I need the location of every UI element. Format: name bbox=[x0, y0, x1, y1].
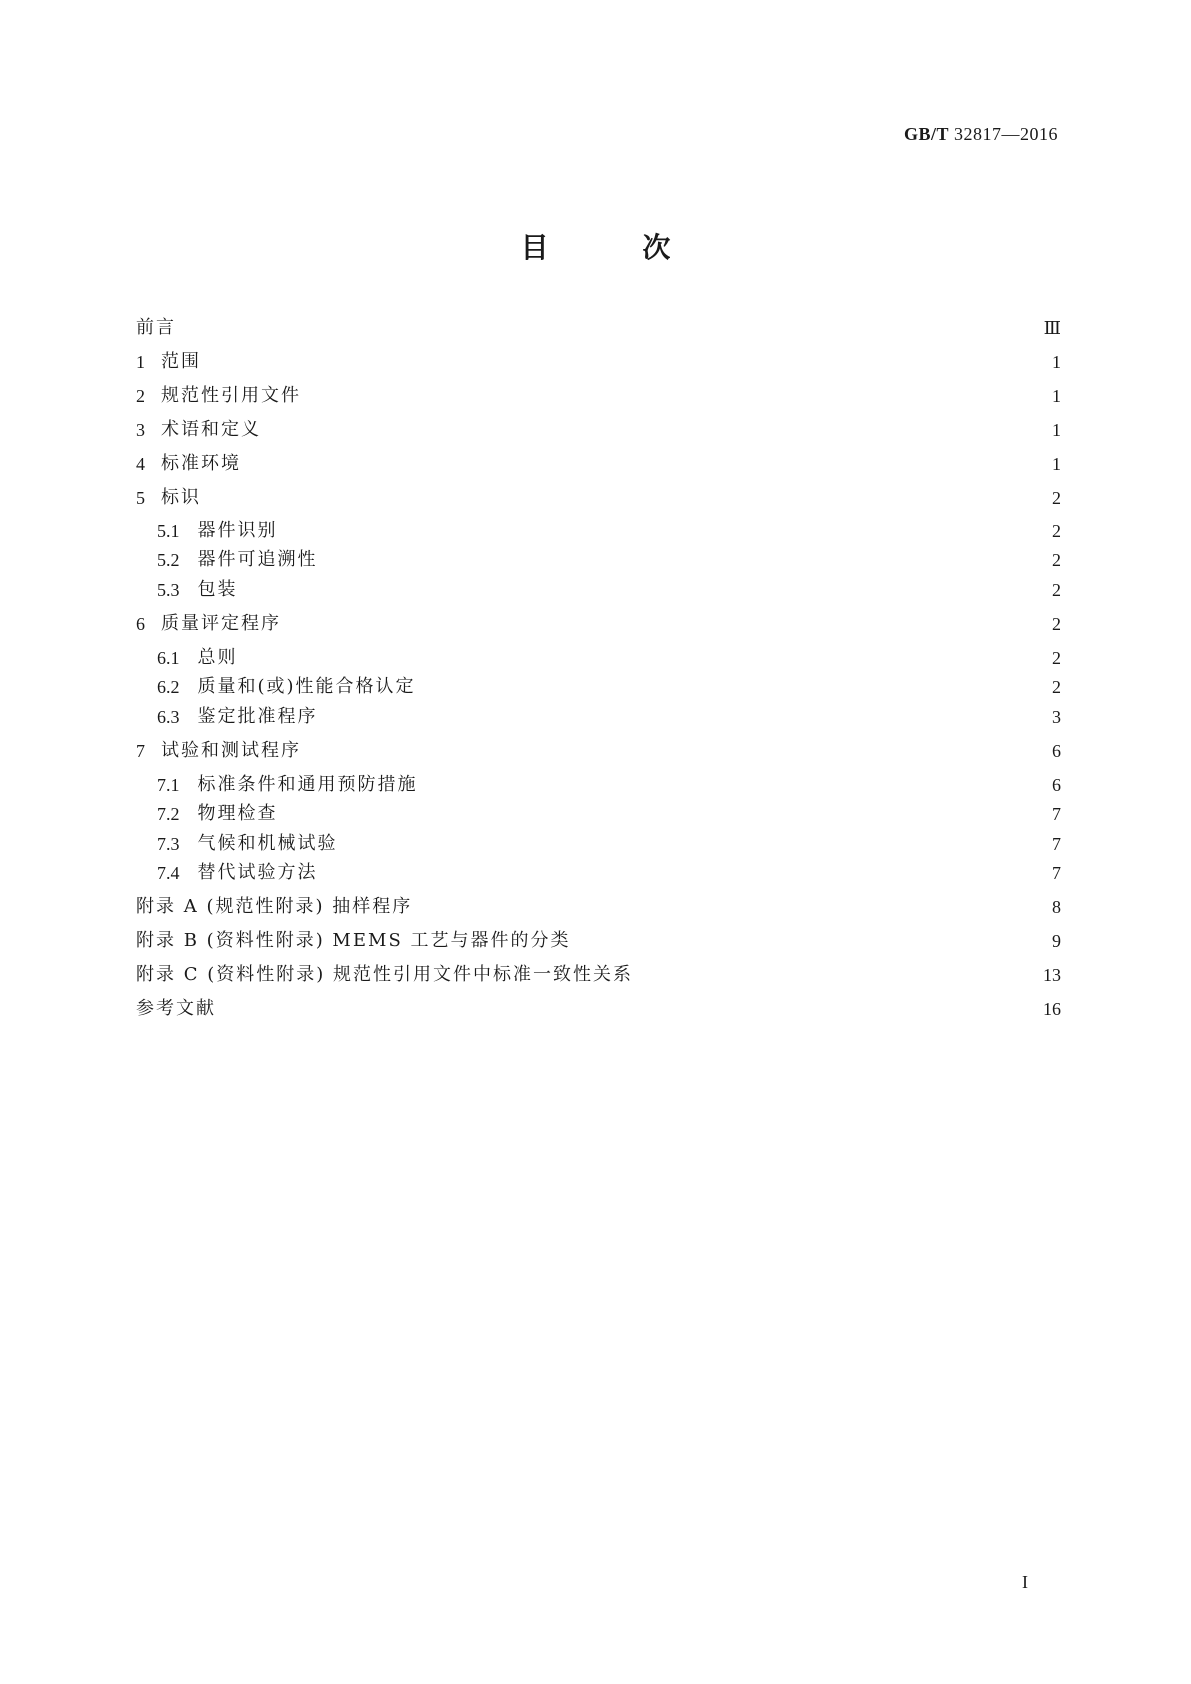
toc-entry-label: 范围 bbox=[161, 351, 201, 372]
toc-entry-number: 1 bbox=[136, 352, 145, 372]
dot-leader bbox=[250, 576, 1042, 604]
dot-leader bbox=[213, 348, 1041, 376]
toc-entry-label: 术语和定义 bbox=[161, 419, 261, 440]
toc-entry-number: 7.2 bbox=[157, 804, 180, 824]
toc-entry-label: 标识 bbox=[161, 487, 201, 508]
dot-leader bbox=[583, 927, 1042, 955]
toc-entry-label: 附录 A (规范性附录) 抽样程序 bbox=[136, 896, 413, 917]
toc-entry-7-3[interactable] bbox=[157, 830, 1061, 858]
toc-entry-page: 1 bbox=[1052, 352, 1061, 372]
dot-leader bbox=[188, 314, 1034, 342]
dot-leader bbox=[350, 830, 1042, 858]
toc-entry-page: 7 bbox=[1052, 804, 1061, 824]
toc-entry-2[interactable] bbox=[136, 382, 1061, 410]
toc-entry-5-2[interactable] bbox=[157, 546, 1061, 574]
toc-entry-number: 5 bbox=[136, 488, 145, 508]
toc-entry-1[interactable] bbox=[136, 348, 1061, 376]
toc-entry-label: 参考文献 bbox=[136, 998, 216, 1019]
toc-entry-6-2[interactable] bbox=[157, 673, 1061, 701]
toc-entry-page: 2 bbox=[1052, 648, 1061, 668]
toc-entry-number: 6.2 bbox=[157, 677, 180, 697]
toc-entry-label: 前言 bbox=[136, 317, 176, 338]
toc-entry-6[interactable] bbox=[136, 610, 1061, 638]
toc-entry-page: 1 bbox=[1052, 420, 1061, 440]
toc-entry-number: 7 bbox=[136, 741, 145, 761]
toc-entry-label: 气候和机械试验 bbox=[197, 833, 338, 854]
toc-entry-label: 器件识别 bbox=[197, 520, 278, 541]
toc-entry-5-1[interactable] bbox=[157, 517, 1061, 545]
toc-entry-number: 3 bbox=[136, 420, 145, 440]
toc-entry-label: 器件可追溯性 bbox=[197, 549, 318, 570]
toc-entry-page: 2 bbox=[1052, 488, 1061, 508]
toc-entry-page: Ⅲ bbox=[1043, 318, 1061, 338]
standard-number bbox=[904, 124, 1058, 145]
toc-entry-label: 包装 bbox=[197, 579, 238, 600]
dot-leader bbox=[428, 673, 1041, 701]
toc-entry-number: 7.3 bbox=[157, 834, 180, 854]
toc-entry-references[interactable] bbox=[136, 995, 1061, 1023]
toc-entry-7-1[interactable] bbox=[157, 771, 1061, 799]
toc-entry-number: 2 bbox=[136, 386, 145, 406]
dot-leader bbox=[313, 382, 1041, 410]
toc-entry-label: 总则 bbox=[197, 647, 238, 668]
toc-entry-number: 5.3 bbox=[157, 580, 180, 600]
toc-entry-label: 标准条件和通用预防措施 bbox=[197, 774, 418, 795]
toc-entry-page: 13 bbox=[1043, 965, 1061, 985]
toc-entry-4[interactable] bbox=[136, 450, 1061, 478]
toc-entry-number: 6.3 bbox=[157, 707, 180, 727]
toc-entry-label: 试验和测试程序 bbox=[161, 740, 301, 761]
dot-leader bbox=[313, 737, 1041, 765]
toc-entry-label: 替代试验方法 bbox=[197, 862, 318, 883]
dot-leader bbox=[228, 995, 1033, 1023]
toc-entry-number: 5.1 bbox=[157, 521, 180, 541]
dot-leader bbox=[330, 859, 1042, 887]
dot-leader bbox=[273, 416, 1041, 444]
toc-entry-page: 2 bbox=[1052, 677, 1061, 697]
toc-entry-5-3[interactable] bbox=[157, 576, 1061, 604]
standard-code: 32817—2016 bbox=[954, 124, 1058, 144]
toc-entry-number: 5.2 bbox=[157, 550, 180, 570]
toc-entry-foreword[interactable] bbox=[136, 314, 1061, 342]
toc-entry-page: 2 bbox=[1052, 614, 1061, 634]
toc-entry-3[interactable] bbox=[136, 416, 1061, 444]
toc-entry-page: 1 bbox=[1052, 386, 1061, 406]
toc-entry-page: 2 bbox=[1052, 521, 1061, 541]
page-number: I bbox=[1022, 1572, 1028, 1592]
toc-entry-6-3[interactable] bbox=[157, 703, 1061, 731]
toc-entry-page: 6 bbox=[1052, 775, 1061, 795]
dot-leader bbox=[293, 610, 1041, 638]
toc-entry-7[interactable] bbox=[136, 737, 1061, 765]
toc-title: 目 次 bbox=[520, 231, 713, 264]
toc-entry-number: 4 bbox=[136, 454, 145, 474]
dot-leader bbox=[290, 517, 1042, 545]
toc-entry-label: 质量评定程序 bbox=[161, 613, 281, 634]
toc-entry-appendix-a[interactable] bbox=[136, 893, 1061, 921]
toc-entry-page: 7 bbox=[1052, 834, 1061, 854]
toc-entry-page: 2 bbox=[1052, 580, 1061, 600]
dot-leader bbox=[424, 893, 1041, 921]
toc-entry-5[interactable] bbox=[136, 484, 1061, 512]
toc-entry-page: 8 bbox=[1052, 897, 1061, 917]
toc-entry-page: 7 bbox=[1052, 863, 1061, 883]
dot-leader bbox=[330, 546, 1042, 574]
toc-entry-label: 规范性引用文件 bbox=[161, 385, 301, 406]
dot-leader bbox=[645, 961, 1033, 989]
toc-entry-page: 2 bbox=[1052, 550, 1061, 570]
toc-entry-page: 1 bbox=[1052, 454, 1061, 474]
toc-entry-page: 6 bbox=[1052, 741, 1061, 761]
toc-entry-number: 7.4 bbox=[157, 863, 180, 883]
toc-entry-label: 物理检查 bbox=[197, 803, 278, 824]
toc-entry-label: 附录 C (资料性附录) 规范性引用文件中标准一致性关系 bbox=[136, 964, 633, 985]
dot-leader bbox=[290, 800, 1042, 828]
toc-entry-7-4[interactable] bbox=[157, 859, 1061, 887]
dot-leader bbox=[250, 644, 1042, 672]
standard-prefix: GB/T bbox=[903, 124, 949, 144]
toc-entry-page: 9 bbox=[1052, 931, 1061, 951]
toc-entry-label: 附录 B (资料性附录) MEMS 工艺与器件的分类 bbox=[136, 930, 571, 951]
toc-entry-number: 7.1 bbox=[157, 775, 180, 795]
dot-leader bbox=[213, 484, 1041, 512]
dot-leader bbox=[430, 771, 1042, 799]
dot-leader bbox=[253, 450, 1041, 478]
toc-entry-page: 16 bbox=[1043, 999, 1061, 1019]
dot-leader bbox=[330, 703, 1042, 731]
toc-entry-number: 6 bbox=[136, 614, 145, 634]
toc-entry-appendix-c[interactable] bbox=[136, 961, 1061, 989]
toc-entry-label: 鉴定批准程序 bbox=[197, 706, 318, 727]
toc-entry-6-1[interactable] bbox=[157, 644, 1061, 672]
toc-entry-appendix-b[interactable] bbox=[136, 927, 1061, 955]
toc-entry-page: 3 bbox=[1052, 707, 1061, 727]
toc-entry-label: 标准环境 bbox=[161, 453, 241, 474]
toc-entry-7-2[interactable] bbox=[157, 800, 1061, 828]
toc-entry-label: 质量和(或)性能合格认定 bbox=[197, 676, 416, 697]
toc-entry-number: 6.1 bbox=[157, 648, 180, 668]
